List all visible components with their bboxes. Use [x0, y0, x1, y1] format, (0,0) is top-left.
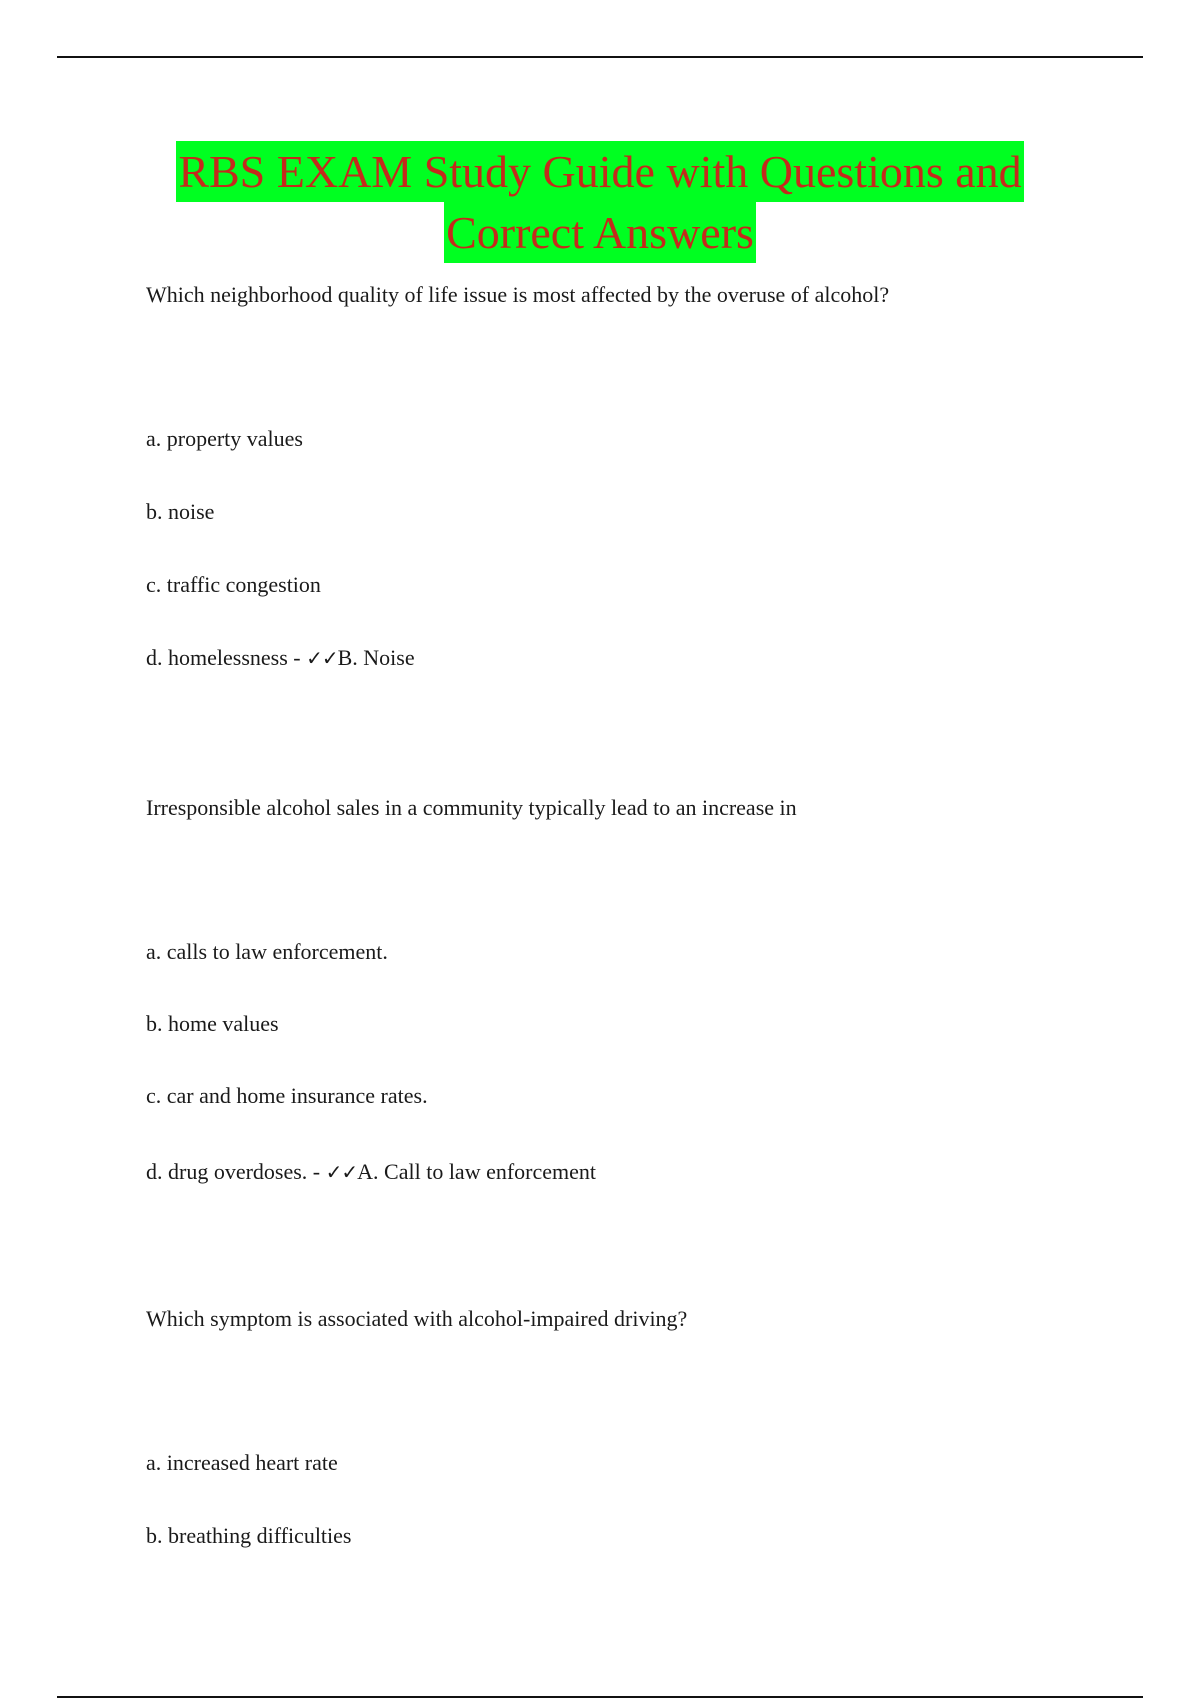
double-check-icon: ✓✓ [325, 1160, 358, 1184]
question-1-option-b: b. noise [146, 499, 215, 524]
question-2-answer: A. Call to law enforcement [357, 1159, 597, 1184]
question-2-text: Irresponsible alcohol sales in a community typically lead to an increase in [146, 795, 797, 820]
question-2-option-c: c. car and home insurance rates. [146, 1083, 428, 1108]
question-2-option-d [146, 1159, 596, 1185]
title-line-2: Correct Answers [444, 202, 756, 263]
document-title [0, 141, 1200, 263]
question-3-text: Which symptom is associated with alcohol-impaired driving? [146, 1306, 688, 1331]
title-line-1: RBS EXAM Study Guide with Questions and [176, 141, 1023, 202]
footer-rule [57, 1696, 1143, 1698]
question-1-option-d-label: d. homelessness - [146, 645, 301, 670]
question-1-text: Which neighborhood quality of life issue is most affected by the overuse of alcohol? [146, 282, 890, 307]
question-3-option-b: b. breathing difficulties [146, 1523, 352, 1548]
question-3-option-a: a. increased heart rate [146, 1450, 338, 1475]
double-check-icon: ✓✓ [306, 646, 338, 670]
question-2-option-b: b. home values [146, 1011, 279, 1036]
question-1-option-a: a. property values [146, 426, 303, 451]
question-1-answer: B. Noise [337, 645, 415, 670]
question-1-option-c: c. traffic congestion [146, 572, 321, 597]
question-2-option-a: a. calls to law enforcement. [146, 939, 388, 964]
header-rule [57, 56, 1143, 58]
question-1-option-d [146, 645, 415, 671]
question-2-option-d-label: d. drug overdoses. - [146, 1159, 321, 1184]
